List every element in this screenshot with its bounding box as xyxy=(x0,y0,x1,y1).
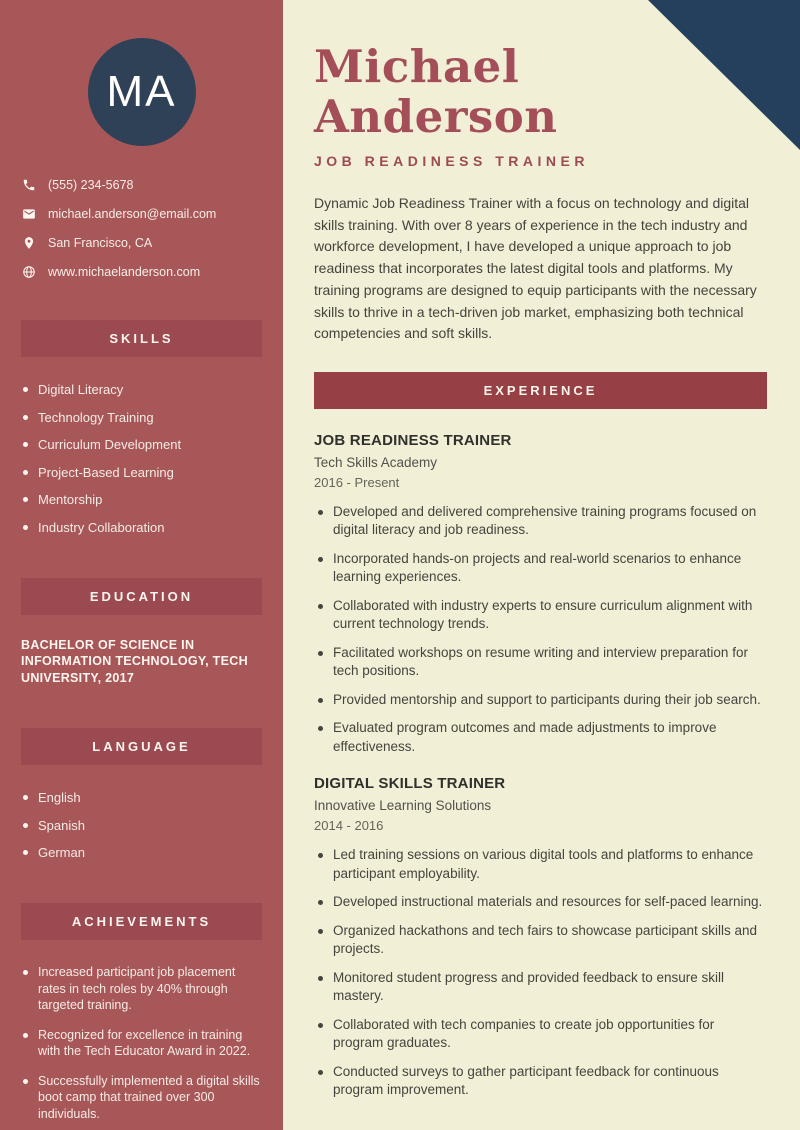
bullet-dot xyxy=(23,387,28,392)
language-title: LANGUAGE xyxy=(92,739,191,754)
skills-section-header xyxy=(21,320,262,357)
language-list xyxy=(23,789,283,861)
job-bullet: Facilitated workshops on resume writing and interview preparation for tech positions. xyxy=(333,644,748,679)
job-bullet-list xyxy=(314,503,767,757)
globe-icon xyxy=(22,265,36,279)
summary-paragraph: Dynamic Job Readiness Trainer with a focus on technology and digital skills training. With over 8 years of experience in the tech industry and workforce development, I have developed a unique approach to job readiness that incorporates the latest digital tools and platforms. My training programs are designed to equip participants with the necessary skills to thrive in a tech-driven job market, emphasizing both technical competencies and soft skills. xyxy=(314,195,757,342)
list-item xyxy=(314,719,767,756)
achievements-list xyxy=(23,964,263,1122)
skill-label: Industry Collaboration xyxy=(38,519,165,535)
list-item xyxy=(23,491,283,508)
bullet-dot xyxy=(23,415,28,420)
job-company: Tech Skills Academy xyxy=(314,454,438,470)
person-name: Michael Anderson xyxy=(314,40,558,143)
job-bullet: Provided mentorship and support to participants during their job search. xyxy=(333,691,761,707)
location-icon xyxy=(22,236,36,250)
experience-title: EXPERIENCE xyxy=(483,382,598,398)
language-label: German xyxy=(38,845,85,860)
list-item xyxy=(23,1027,263,1060)
list-item xyxy=(314,550,767,587)
bullet-dot xyxy=(318,853,323,858)
list-item xyxy=(23,789,283,806)
list-item xyxy=(23,964,263,1014)
bullet-dot xyxy=(318,900,323,905)
list-item xyxy=(23,409,283,426)
job-bullet: Collaborated with tech companies to create job opportunities for program graduates. xyxy=(333,1016,715,1051)
list-item xyxy=(23,436,283,453)
language-label: English xyxy=(38,790,81,805)
contact-block xyxy=(22,178,283,279)
bullet-dot xyxy=(318,726,323,731)
list-item xyxy=(314,644,767,681)
job-entry xyxy=(314,432,767,757)
skills-title: SKILLS xyxy=(109,331,174,346)
education-degree: BACHELOR OF SCIENCE IN INFORMATION TECHNOLOGY, TECH UNIVERSITY, 2017 xyxy=(21,637,248,685)
achievement-text: Recognized for excellence in training with the Tech Educator Award in 2022. xyxy=(38,1027,251,1058)
bullet-dot xyxy=(318,929,323,934)
list-item xyxy=(23,817,283,834)
experience-section-header xyxy=(314,372,767,409)
skill-label: Mentorship xyxy=(38,492,103,507)
contact-website[interactable] xyxy=(22,265,283,279)
website-value: www.michaelanderson.com xyxy=(48,265,201,279)
contact-phone[interactable] xyxy=(22,178,283,192)
phone-value: (555) 234-5678 xyxy=(48,178,134,192)
bullet-dot xyxy=(23,1079,28,1084)
bullet-dot xyxy=(23,497,28,502)
achievements-section-header xyxy=(21,903,262,940)
skill-label: Technology Training xyxy=(38,409,154,425)
job-bullet: Evaluated program outcomes and made adjustments to improve effectiveness. xyxy=(333,720,717,754)
bullet-dot xyxy=(23,442,28,447)
bullet-dot xyxy=(318,510,323,515)
bullet-dot xyxy=(318,976,323,981)
language-section-header xyxy=(21,728,262,765)
bullet-dot xyxy=(318,698,323,703)
job-bullet: Collaborated with industry experts to ensure curriculum alignment with current technology trends. xyxy=(333,597,753,632)
contact-email[interactable] xyxy=(22,207,283,221)
list-item xyxy=(314,1063,767,1100)
list-item xyxy=(314,893,767,912)
job-bullet: Conducted surveys to gather participant feedback for continuous program improvement. xyxy=(333,1063,719,1098)
avatar xyxy=(88,38,196,146)
contact-location xyxy=(22,236,283,250)
job-bullet: Developed and delivered comprehensive training programs focused on digital literacy and job readiness. xyxy=(333,503,757,538)
list-item xyxy=(314,503,767,540)
main-column xyxy=(283,0,800,1130)
list-item xyxy=(314,597,767,634)
bullet-dot xyxy=(23,470,28,475)
bullet-dot xyxy=(23,823,28,828)
list-item xyxy=(23,381,283,398)
bullet-dot xyxy=(23,795,28,800)
person-role: JOB READINESS TRAINER xyxy=(314,153,589,169)
list-item xyxy=(314,691,767,710)
list-item xyxy=(23,1073,263,1123)
achievement-text: Successfully implemented a digital skills boot camp that trained over 300 individuals. xyxy=(38,1073,260,1121)
achievements-title: ACHIEVEMENTS xyxy=(71,914,212,929)
bullet-dot xyxy=(23,970,28,975)
job-bullet: Led training sessions on various digital tools and platforms to enhance participant employability. xyxy=(333,847,754,881)
list-item xyxy=(314,922,767,959)
list-item xyxy=(23,844,283,861)
phone-icon xyxy=(22,178,36,192)
skill-label: Curriculum Development xyxy=(38,437,182,452)
language-label: Spanish xyxy=(38,817,85,833)
job-bullet: Organized hackathons and tech fairs to showcase participant skills and projects. xyxy=(333,922,757,957)
bullet-dot xyxy=(23,525,28,530)
job-title: DIGITAL SKILLS TRAINER xyxy=(314,775,506,793)
job-dates: 2016 - Present xyxy=(314,474,400,490)
achievement-text: Increased participant job placement rates in tech roles by 40% through targeted training. xyxy=(38,965,236,1012)
job-title: JOB READINESS TRAINER xyxy=(314,431,512,449)
location-value: San Francisco, CA xyxy=(48,236,153,250)
job-company: Innovative Learning Solutions xyxy=(314,798,492,814)
bullet-dot xyxy=(318,604,323,609)
bullet-dot xyxy=(318,1070,323,1075)
bullet-dot xyxy=(318,557,323,562)
skill-label: Digital Literacy xyxy=(38,382,124,397)
job-entry xyxy=(314,775,767,1100)
job-bullet: Incorporated hands-on projects and real-world scenarios to enhance learning experiences. xyxy=(333,550,742,585)
list-item xyxy=(23,519,283,536)
education-section-header xyxy=(21,578,262,615)
skills-list xyxy=(23,381,283,536)
education-title: EDUCATION xyxy=(89,588,194,604)
job-bullet: Developed instructional materials and resources for self-paced learning. xyxy=(333,894,763,910)
list-item xyxy=(314,846,767,883)
list-item xyxy=(23,464,283,481)
avatar-initials: MA xyxy=(106,67,177,116)
job-dates: 2014 - 2016 xyxy=(314,818,384,834)
list-item xyxy=(314,1016,767,1053)
bullet-dot xyxy=(318,651,323,656)
bullet-dot xyxy=(318,1023,323,1028)
email-icon xyxy=(22,207,36,221)
email-value: michael.anderson@email.com xyxy=(48,207,217,221)
bullet-dot xyxy=(23,850,28,855)
bullet-dot xyxy=(23,1033,28,1038)
job-bullet-list xyxy=(314,846,767,1100)
sidebar xyxy=(0,0,283,1130)
skill-label: Project-Based Learning xyxy=(38,464,174,480)
job-bullet: Monitored student progress and provided feedback to ensure skill mastery. xyxy=(333,969,724,1004)
list-item xyxy=(314,969,767,1006)
